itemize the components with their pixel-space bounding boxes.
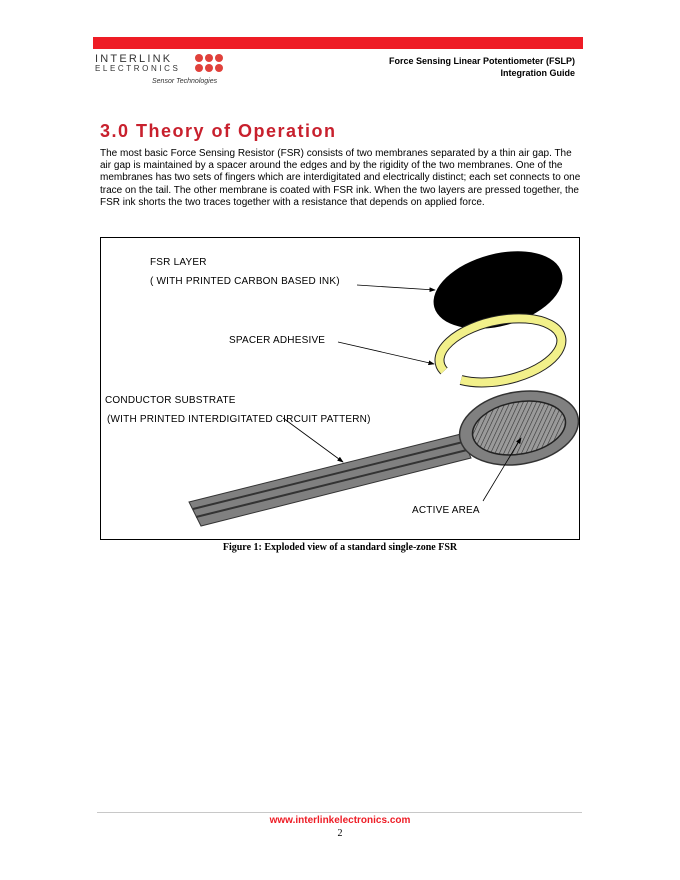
label-spacer-adhesive: SPACER ADHESIVE [229,335,326,346]
label-fsr-layer: FSR LAYER [150,257,207,268]
section-heading: 3.0 Theory of Operation [100,121,337,141]
body-paragraph: The most basic Force Sensing Resistor (FSR) consists of two membranes separated by a thin air gap. The air gap is maintained by a spacer around the edges and by the rigidity of the two membranes. One of the membranes has two sets of fingers which are interdigitated and electrically distinct; each set connects to one trace on the tail. The other membrane is coated with FSR ink. When the two layers are pressed together, the FSR ink shorts the two traces together with a resistance that depends on applied force. [100,148,581,208]
document-title [389,55,575,79]
spacer-fill [439,318,561,382]
header-red-bar [93,37,583,49]
spacer-adhesive-shape [439,318,561,382]
logo-wordmark-line2: ELECTRONICS [95,64,181,73]
label-fsr-layer-sub: ( WITH PRINTED CARBON BASED INK) [150,276,340,287]
figure-frame [100,237,580,540]
leader-fsr [357,285,435,290]
label-active-area: ACTIVE AREA [412,505,480,516]
page-number: 2 [337,828,343,839]
document-title-line2: Integration Guide [500,68,575,78]
document-title-line1: Force Sensing Linear Potentiometer (FSLP) [388,56,575,66]
footer-url-link[interactable]: www.interlinkelectronics.com [269,815,411,826]
figure-caption: Figure 1: Exploded view of a standard single-zone FSR [222,542,458,553]
footer-divider [97,812,582,813]
logo-wordmark-line1: INTERLINK [95,53,173,65]
logo-tagline: Sensor Technologies [152,78,218,85]
trace-1 [193,442,463,509]
label-conductor-substrate: CONDUCTOR SUBSTRATE [105,395,236,406]
label-conductor-substrate-sub: (WITH PRINTED INTERDIGITATED CIRCUIT PATTERN) [107,414,371,425]
leader-spacer [338,342,434,364]
company-logo [95,53,235,89]
